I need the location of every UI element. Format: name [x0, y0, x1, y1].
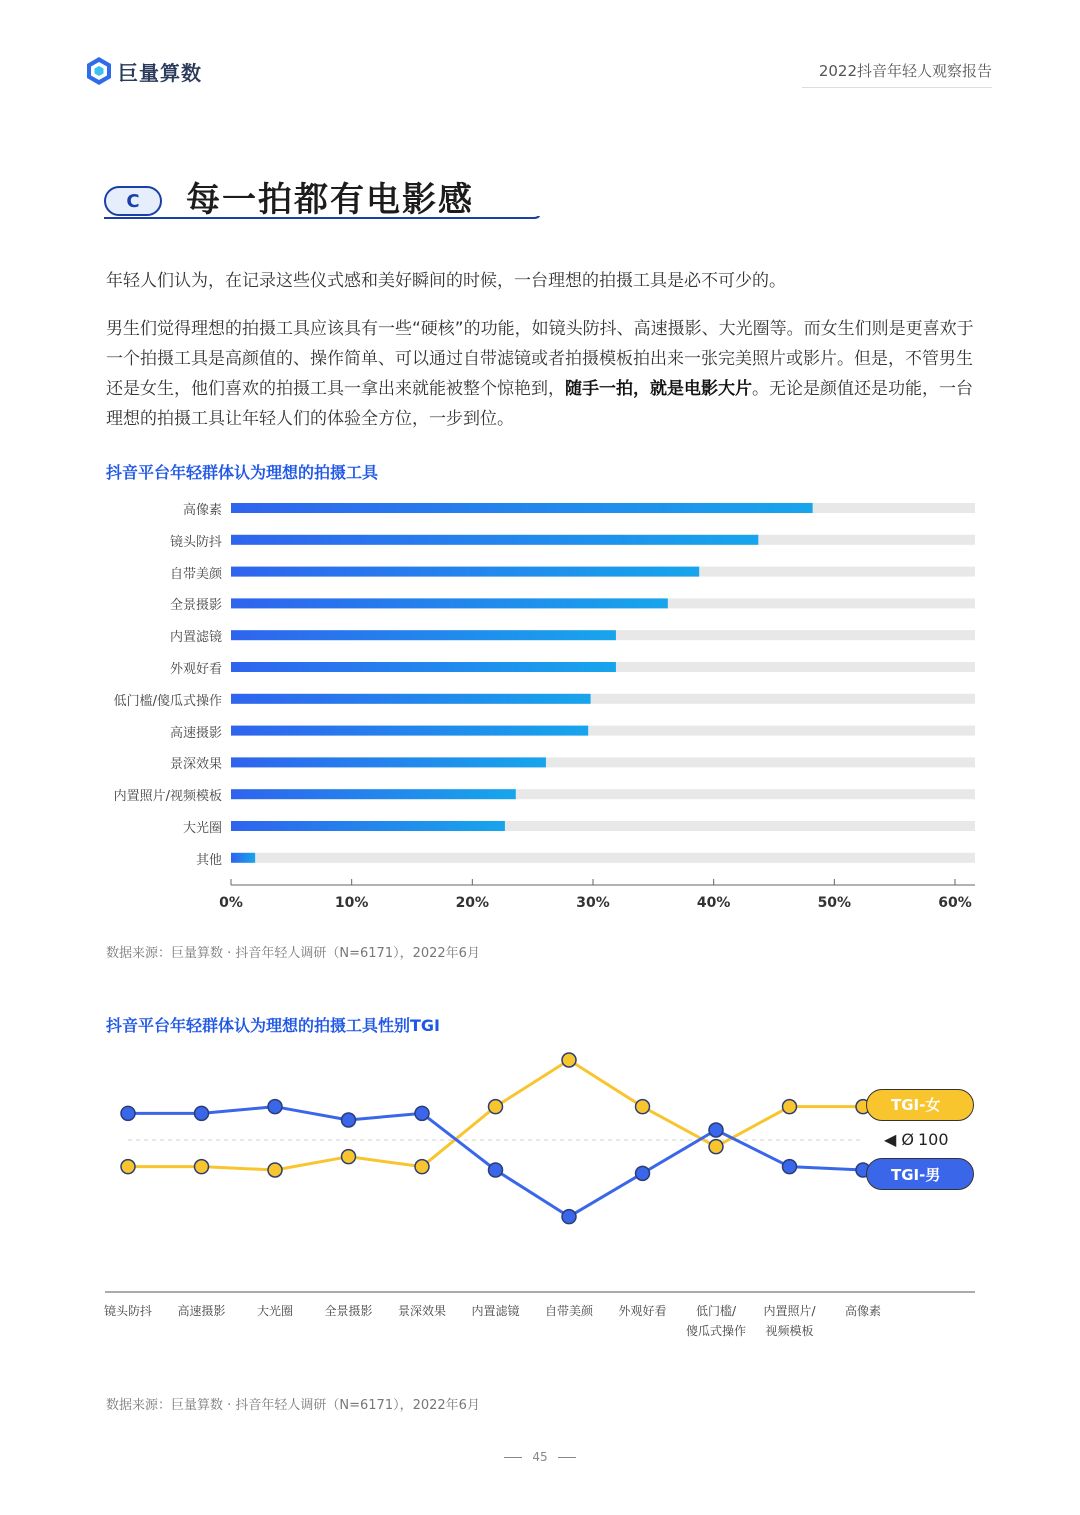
x-category-line: 视频模板 [765, 1324, 814, 1338]
x-category-line: 大光圈 [256, 1304, 293, 1318]
body-text-a: 男生们觉得理想的拍摄工具应该具有一些“硬核”的功能，如镜头防抖、高速摄影、大光圈等。而女生们则是更喜欢于一个拍摄工具是高颜值的、操作简单、可以通过自带滤镜或者拍摄模板拍出来一张完美照片或影片。但是，不管男生还是女生，他们喜欢的拍摄工具一拿出来就能被整个惊艳到， [106, 319, 974, 399]
bar-10 [231, 789, 516, 799]
report-title: 2022抖音年轻人观察报告 [802, 60, 992, 88]
data-point-male [636, 1166, 650, 1180]
bar-label: 低门槛/傻瓜式操作 [113, 693, 222, 709]
legend-female: TGI-女 [866, 1089, 974, 1121]
bar-track [231, 535, 975, 545]
data-point-female [562, 1053, 576, 1067]
data-point-male [783, 1160, 797, 1174]
x-category-line: 外观好看 [618, 1304, 667, 1318]
bar-5 [231, 630, 616, 640]
page-number [0, 1450, 1080, 1464]
data-point-male [562, 1210, 576, 1224]
data-point-female [489, 1100, 503, 1114]
bar-track [231, 726, 975, 736]
bar-label: 景深效果 [169, 757, 222, 773]
x-tick-label: 30% [576, 895, 610, 911]
bar-track [231, 662, 975, 672]
chart1-title: 抖音平台年轻群体认为理想的拍摄工具 [106, 463, 379, 482]
data-point-male [489, 1163, 503, 1177]
baseline-value: 100 [917, 1130, 949, 1149]
bar-track [231, 853, 975, 863]
data-point-male [415, 1106, 429, 1120]
baseline-label [884, 1130, 949, 1149]
bar-label: 内置滤镜 [169, 630, 222, 646]
data-point-female [121, 1160, 135, 1174]
x-category-label [823, 1301, 903, 1321]
x-category-line: 傻瓜式操作 [685, 1324, 746, 1338]
x-category-label [162, 1301, 242, 1321]
x-category-line: 内置滤镜 [471, 1304, 520, 1318]
bar-label: 外观好看 [169, 662, 222, 677]
chart2-title: 抖音平台年轻群体认为理想的拍摄工具性别TGI [106, 1016, 441, 1035]
bar-8 [231, 726, 588, 736]
x-tick-label: 0% [219, 895, 243, 911]
data-point-male [709, 1123, 723, 1137]
bar-12 [231, 853, 255, 863]
x-category-line: 景深效果 [397, 1304, 446, 1318]
bar-track [231, 694, 975, 704]
data-point-male [268, 1100, 282, 1114]
x-category-label [603, 1301, 683, 1321]
body-paragraph [106, 314, 976, 434]
bar-label: 高像素 [182, 503, 222, 518]
bar-track [231, 789, 975, 799]
x-category-label [529, 1301, 609, 1321]
baseline-marker-icon: ◀ Ø [884, 1130, 914, 1149]
bar-4 [231, 598, 668, 608]
data-point-female [783, 1100, 797, 1114]
x-category-line: 高速摄影 [177, 1304, 226, 1318]
body-text-c: 。无论是颜值还是功能，一台理想的拍摄工具让年轻人们的体验全方位，一步到位。 [106, 379, 973, 429]
bar-track [231, 503, 975, 513]
bar-label: 内置照片/视频模板 [113, 789, 222, 805]
data-point-female [342, 1150, 356, 1164]
bar-11 [231, 821, 505, 831]
brand-logo [86, 56, 202, 86]
x-tick-label: 60% [938, 895, 972, 911]
bar-6 [231, 662, 616, 672]
x-category-line: 高像素 [844, 1304, 881, 1318]
x-category-label [676, 1301, 756, 1341]
bar-track [231, 567, 975, 577]
bar-track [231, 821, 975, 831]
x-tick-label: 20% [455, 895, 490, 911]
x-category-label [382, 1301, 462, 1321]
intro-paragraph: 年轻人们认为，在记录这些仪式感和美好瞬间的时候，一台理想的拍摄工具是必不可少的。 [106, 271, 786, 291]
page-number-value: 45 [532, 1450, 548, 1464]
x-category-line: 镜头防抖 [103, 1304, 152, 1318]
bar-track [231, 757, 975, 767]
bar-track [231, 598, 975, 608]
bar-label: 高速摄影 [169, 725, 222, 741]
data-point-female [268, 1163, 282, 1177]
x-tick-label: 40% [696, 895, 731, 911]
bar-1 [231, 503, 813, 513]
data-point-female [709, 1140, 723, 1154]
x-category-label [309, 1301, 389, 1321]
section-badge: C [104, 186, 162, 216]
section-heading [104, 172, 544, 220]
x-category-label [88, 1301, 168, 1321]
bar-label: 全景摄影 [169, 598, 222, 614]
series-line-female [128, 1060, 863, 1170]
x-category-label [456, 1301, 536, 1321]
brand-logo-icon [86, 56, 112, 86]
bar-label: 镜头防抖 [169, 534, 222, 550]
bar-7 [231, 694, 591, 704]
bar-label: 大光圈 [182, 821, 222, 836]
data-point-female [195, 1160, 209, 1174]
data-point-female [636, 1100, 650, 1114]
bar-label: 自带美颜 [169, 566, 222, 582]
x-category-line: 内置照片/ [763, 1304, 816, 1318]
section-underline [104, 216, 544, 224]
bar-2 [231, 535, 758, 545]
data-point-male [342, 1113, 356, 1127]
legend-male: TGI-男 [866, 1158, 974, 1190]
chart1-source: 数据来源：巨量算数 · 抖音年轻人调研（N=6171），2022年6月 [106, 946, 480, 961]
bar-track [231, 630, 975, 640]
data-point-male [195, 1106, 209, 1120]
body-highlight: 随手一拍，就是电影大片 [565, 379, 752, 399]
data-point-male [121, 1106, 135, 1120]
section-title: 每一拍都有电影感 [186, 180, 474, 220]
bar-9 [231, 757, 546, 767]
x-category-line: 自带美颜 [544, 1304, 593, 1318]
data-point-female [415, 1160, 429, 1174]
bar-3 [231, 567, 699, 577]
x-category-line: 低门槛/ [695, 1304, 737, 1318]
chart2-source: 数据来源：巨量算数 · 抖音年轻人调研（N=6171），2022年6月 [106, 1398, 480, 1413]
series-line-male [128, 1107, 863, 1217]
x-tick-label: 50% [817, 895, 852, 911]
x-category-line: 全景摄影 [324, 1304, 373, 1318]
x-category-label [750, 1301, 830, 1341]
brand-name: 巨量算数 [118, 60, 202, 85]
bar-label: 其他 [195, 852, 222, 868]
x-tick-label: 10% [334, 895, 369, 911]
x-category-label [235, 1301, 315, 1321]
